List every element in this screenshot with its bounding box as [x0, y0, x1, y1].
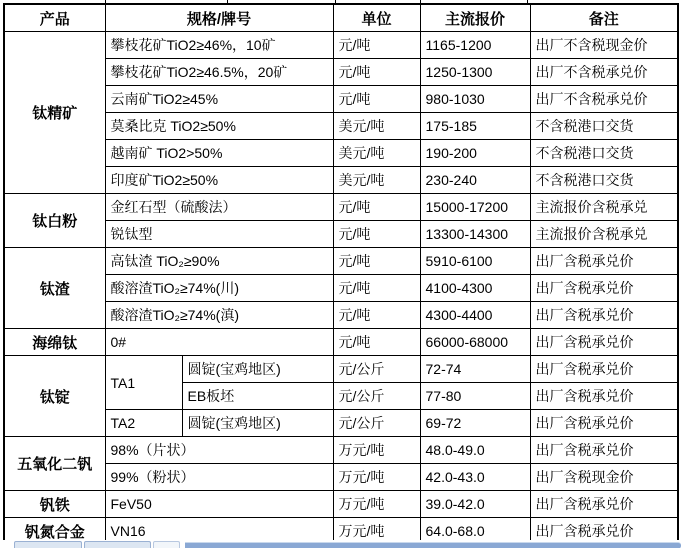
- spec-cell[interactable]: 高钛渣 TiO₂≥90%: [105, 248, 333, 275]
- grade-cell[interactable]: TA2: [105, 410, 182, 437]
- note-cell[interactable]: 出厂含税承兑价: [530, 275, 678, 302]
- spec-cell[interactable]: 金红石型（硫酸法）: [105, 194, 333, 221]
- table-row: [4, 32, 678, 59]
- note-cell[interactable]: 出厂含税承兑价: [530, 491, 678, 518]
- table-row: [4, 464, 678, 491]
- price-cell[interactable]: 66000-68000: [420, 329, 530, 356]
- unit-cell[interactable]: 万元/吨: [333, 464, 420, 491]
- price-table: [3, 3, 679, 546]
- note-cell[interactable]: 出厂含税承兑价: [530, 302, 678, 329]
- spec-cell[interactable]: 攀枝花矿TiO2≥46%，10矿: [105, 32, 333, 59]
- price-cell[interactable]: 230-240: [420, 167, 530, 194]
- price-cell[interactable]: 1250-1300: [420, 59, 530, 86]
- unit-cell[interactable]: 元/吨: [333, 302, 420, 329]
- note-cell[interactable]: 出厂含税承兑价: [530, 410, 678, 437]
- note-cell[interactable]: 出厂含税承兑价: [530, 518, 678, 546]
- sheet-tab[interactable]: [153, 541, 180, 548]
- unit-cell[interactable]: 元/吨: [333, 86, 420, 113]
- note-cell[interactable]: 不含税港口交货: [530, 113, 678, 140]
- unit-cell[interactable]: 元/吨: [333, 221, 420, 248]
- header-product[interactable]: 产品: [4, 4, 105, 32]
- header-unit[interactable]: 单位: [333, 4, 420, 32]
- price-cell[interactable]: 69-72: [420, 410, 530, 437]
- unit-cell[interactable]: 万元/吨: [333, 518, 420, 546]
- spec-cell[interactable]: 酸溶渣TiO₂≥74%(滇): [105, 302, 333, 329]
- unit-cell[interactable]: 元/公斤: [333, 410, 420, 437]
- product-cell[interactable]: 五氧化二钒: [4, 437, 105, 491]
- spec-cell[interactable]: 云南矿TiO2≥45%: [105, 86, 333, 113]
- unit-cell[interactable]: 元/公斤: [333, 356, 420, 383]
- product-cell[interactable]: 钛锭: [4, 356, 105, 437]
- note-cell[interactable]: 主流报价含税承兑: [530, 221, 678, 248]
- unit-cell[interactable]: 美元/吨: [333, 167, 420, 194]
- unit-cell[interactable]: 元/吨: [333, 248, 420, 275]
- spec-cell[interactable]: VN16: [105, 518, 333, 546]
- table-row: [4, 59, 678, 86]
- product-cell[interactable]: 海绵钛: [4, 329, 105, 356]
- unit-cell[interactable]: 元/吨: [333, 194, 420, 221]
- spec-cell[interactable]: 印度矿TiO2≥50%: [105, 167, 333, 194]
- spec-cell[interactable]: 0#: [105, 329, 333, 356]
- price-cell[interactable]: 190-200: [420, 140, 530, 167]
- table-row: [4, 356, 678, 383]
- unit-cell[interactable]: 美元/吨: [333, 113, 420, 140]
- table-row: [4, 437, 678, 464]
- spec-cell[interactable]: 98%（片状）: [105, 437, 333, 464]
- product-cell[interactable]: 钛白粉: [4, 194, 105, 248]
- spec-cell[interactable]: 酸溶渣TiO₂≥74%(川): [105, 275, 333, 302]
- spec-cell[interactable]: 圆锭(宝鸡地区): [182, 410, 333, 437]
- price-cell[interactable]: 1165-1200: [420, 32, 530, 59]
- spec-cell[interactable]: 圆锭(宝鸡地区): [182, 356, 333, 383]
- table-row: [4, 329, 678, 356]
- note-cell[interactable]: 出厂含税承兑价: [530, 248, 678, 275]
- header-row: [4, 4, 678, 32]
- product-cell[interactable]: 钛精矿: [4, 32, 105, 194]
- table-row: [4, 491, 678, 518]
- product-cell[interactable]: 钛渣: [4, 248, 105, 329]
- spec-cell[interactable]: 莫桑比克 TiO2≥50%: [105, 113, 333, 140]
- table-row: [4, 302, 678, 329]
- note-cell[interactable]: 出厂含税承兑价: [530, 437, 678, 464]
- spec-cell[interactable]: 锐钛型: [105, 221, 333, 248]
- note-cell[interactable]: 出厂含税承兑价: [530, 356, 678, 383]
- product-cell[interactable]: 钒氮合金: [4, 518, 105, 546]
- sheet-bottom-bar: [0, 540, 681, 548]
- header-spec[interactable]: 规格/牌号: [105, 4, 333, 32]
- price-cell[interactable]: 4300-4400: [420, 302, 530, 329]
- table-row: [4, 221, 678, 248]
- note-cell[interactable]: 出厂不含税现金价: [530, 32, 678, 59]
- table-row: [4, 140, 678, 167]
- sheet-tab[interactable]: [14, 541, 82, 548]
- price-cell[interactable]: 4100-4300: [420, 275, 530, 302]
- note-cell[interactable]: 出厂含税现金价: [530, 464, 678, 491]
- unit-cell[interactable]: 万元/吨: [333, 437, 420, 464]
- table-row: [4, 248, 678, 275]
- product-cell[interactable]: 钒铁: [4, 491, 105, 518]
- price-cell[interactable]: 13300-14300: [420, 221, 530, 248]
- note-cell[interactable]: 不含税港口交货: [530, 140, 678, 167]
- unit-cell[interactable]: 美元/吨: [333, 140, 420, 167]
- table-row: [4, 275, 678, 302]
- note-cell[interactable]: 出厂含税承兑价: [530, 329, 678, 356]
- price-cell[interactable]: 980-1030: [420, 86, 530, 113]
- note-cell[interactable]: 不含税港口交货: [530, 167, 678, 194]
- price-table-body: [4, 32, 678, 546]
- spec-cell[interactable]: FeV50: [105, 491, 333, 518]
- note-cell[interactable]: 出厂含税承兑价: [530, 383, 678, 410]
- table-row: [4, 167, 678, 194]
- note-cell[interactable]: 出厂不含税承兑价: [530, 59, 678, 86]
- unit-cell[interactable]: 万元/吨: [333, 491, 420, 518]
- price-cell[interactable]: 15000-17200: [420, 194, 530, 221]
- price-cell[interactable]: 72-74: [420, 356, 530, 383]
- spec-cell[interactable]: EB板坯: [182, 383, 333, 410]
- unit-cell[interactable]: 元/吨: [333, 59, 420, 86]
- unit-cell[interactable]: 元/公斤: [333, 383, 420, 410]
- spec-cell[interactable]: 99%（粉状）: [105, 464, 333, 491]
- price-cell[interactable]: 64.0-68.0: [420, 518, 530, 546]
- spec-cell[interactable]: 越南矿 TiO2>50%: [105, 140, 333, 167]
- header-note[interactable]: 备注: [530, 4, 678, 32]
- price-cell[interactable]: 77-80: [420, 383, 530, 410]
- unit-cell[interactable]: 元/吨: [333, 32, 420, 59]
- note-cell[interactable]: 主流报价含税承兑: [530, 194, 678, 221]
- price-cell[interactable]: 175-185: [420, 113, 530, 140]
- header-price[interactable]: 主流报价: [420, 4, 530, 32]
- unit-cell[interactable]: 元/吨: [333, 275, 420, 302]
- table-row: [4, 113, 678, 140]
- table-row: [4, 410, 678, 437]
- price-cell[interactable]: 48.0-49.0: [420, 437, 530, 464]
- sheet-tab[interactable]: [84, 541, 151, 548]
- note-cell[interactable]: 出厂不含税承兑价: [530, 86, 678, 113]
- grade-cell[interactable]: TA1: [105, 356, 182, 410]
- table-row: [4, 86, 678, 113]
- horizontal-scrollbar[interactable]: [185, 542, 681, 548]
- table-row: [4, 194, 678, 221]
- spec-cell[interactable]: 攀枝花矿TiO2≥46.5%，20矿: [105, 59, 333, 86]
- unit-cell[interactable]: 元/吨: [333, 329, 420, 356]
- price-cell[interactable]: 39.0-42.0: [420, 491, 530, 518]
- price-cell[interactable]: 42.0-43.0: [420, 464, 530, 491]
- price-cell[interactable]: 5910-6100: [420, 248, 530, 275]
